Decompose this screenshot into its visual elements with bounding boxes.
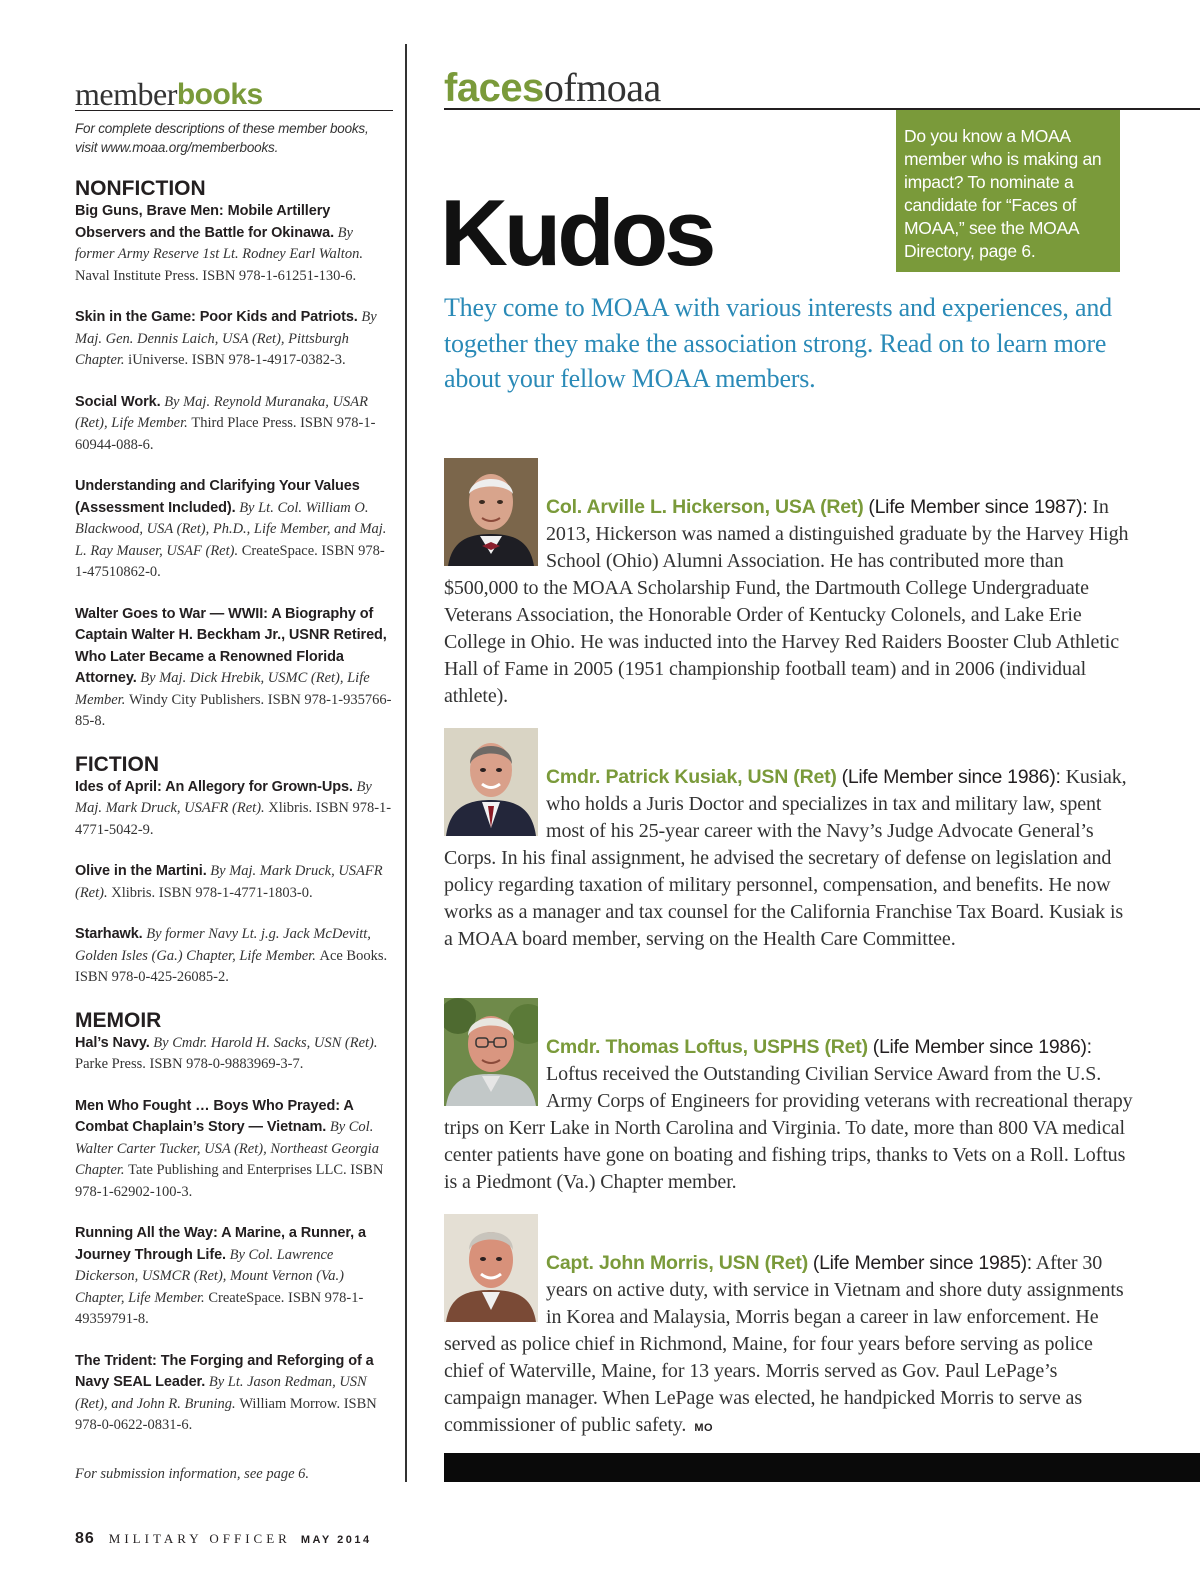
book-title: Social Work. [75,393,161,410]
book-title: Ides of April: An Allegory for Grown-Ups. [75,778,353,795]
profile-text: Loftus received the Outstanding Civilian Service Award from the U.S. Army Corps of Engineers for providing veterans with recreational therapy trips on Kerr Lake in North Carolina and Virginia. To date, more than 800 VA medical center patients have gone on boating and fishing trips, thanks to Vets on a Roll. Loftus is a Piedmont (Va.) Chapter member. [444,1063,1133,1193]
book-title: Starhawk. [75,926,143,942]
book-title: Men Who Fought … Boys Who Prayed: A Combat Chaplain’s Story — Vietnam. [75,1097,354,1135]
page-number: 86 [75,1530,95,1547]
book-entry [75,1351,393,1437]
decorative-bar [444,1453,1200,1482]
book-title: Olive in the Martini. [75,863,207,879]
portrait-photo [444,458,538,566]
book-entry [75,604,393,733]
member-since: (Life Member since 1987): [868,496,1088,518]
submission-note: For submission information, see page 6. [75,1466,310,1482]
book-author: By Maj. Gen. Dennis Laich, USA (Ret), Pittsburgh Chapter. [75,309,377,368]
member-books-heading-bold: books [176,78,263,111]
book-title: Understanding and Clarifying Your Values (Assessment Included). [75,478,360,516]
faces-heading-light: ofmoaa [543,65,661,110]
member-name: Capt. John Morris, USN (Ret) [546,1252,808,1274]
portrait-photo [444,998,538,1106]
profile-text: In 2013, Hickerson was named a distinguished graduate by the Harvey High School (Ohio) Alumni Association. He has contributed more than $500,000 to the MOAA Scholarship Fund, the Dartmouth College Undergraduate Veterans Association, the Honorable Order of Kentucky Colonels, and Lake Erie College in Ohio. He was inducted into the Harvey Red Raiders Booster Club Athletic Hall of Fame in 2005 (1951 championship football team) and in 2006 (individual athlete). [444,496,1129,707]
book-publisher: Naval Institute Press. ISBN 978-1-61251-130-6. [75,267,357,284]
portrait-photo [444,728,538,836]
intro-text: They come to MOAA with various interests and experiences, and together they make the association strong. Read on to learn more about your fellow MOAA members. [444,293,1112,393]
book-author: By Lt. Col. William O. Blackwood, USA (Ret), Ph.D., Life Member, and Maj. L. Ray Mauser, USAF (Ret). [75,499,387,559]
member-books-heading-light: member [75,76,177,112]
category-fiction: FICTION [75,752,159,776]
book-author: By Maj. Mark Druck, USAFR (Ret). [75,863,383,901]
book-entry [75,924,393,989]
book-publisher: CreateSpace. ISBN 978-1-49359791-8. [75,1289,364,1327]
book-title: Hal’s Navy. [75,1034,150,1051]
book-title: Skin in the Game: Poor Kids and Patriots. [75,309,358,325]
book-author: By Maj. Mark Druck, USAFR (Ret). [75,778,372,816]
book-entry [75,201,393,287]
book-publisher: Tate Publishing and Enterprises LLC. ISBN 978-1-62902-100-3. [75,1162,384,1200]
profile-text: After 30 years on active duty, with service in Vietnam and shore duty assignments in Korea and Malaysia, Morris began a career in law enforcement. He served as police chief in Richmond, Maine, for four years before serving as police chief of Waterville, Maine, for 13 years. Morris served as Gov. Paul LePage’s campaign manager. When LePage was elected, he handpicked Morris to serve as commissioner of public safety. [444,1252,1124,1436]
member-books-note: For complete descriptions of these member books, visit www.moaa.org/memberbooks. [75,121,369,155]
member-since: (Life Member since 1985): [812,1252,1032,1274]
profile-loftus [444,998,1134,1196]
book-author: By former Navy Lt. j.g. Jack McDevitt, Golden Isles (Ga.) Chapter, Life Member. [75,926,371,964]
member-since: (Life Member since 1986): [872,1036,1092,1058]
profile-kusiak [444,728,1134,953]
book-publisher: Ace Books. ISBN 978-0-425-26085-2. [75,947,388,985]
book-entry [75,861,393,904]
book-entry [75,1096,393,1204]
issue-date: MAY 2014 [300,1534,372,1546]
book-publisher: Parke Press. ISBN 978-0-9883969-3-7. [75,1056,304,1072]
book-title: The Trident: The Forging and Reforging of a Navy SEAL Leader. [75,1352,374,1390]
member-name: Cmdr. Patrick Kusiak, USN (Ret) [546,766,837,788]
category-memoir: MEMOIR [75,1008,162,1032]
book-entry [75,307,393,372]
profile-hickerson [444,458,1134,710]
nominate-callout: Do you know a MOAA member who is making an impact? To nominate a candidate for “Faces of MOAA,” see the MOAA Directory, page 6. [896,110,1120,272]
book-publisher: William Morrow. ISBN 978-0-0622-0831-6. [75,1395,377,1433]
category-nonfiction: NONFICTION [75,177,206,200]
member-since: (Life Member since 1986): [841,766,1061,788]
page-title: Kudos [440,180,713,285]
book-publisher: iUniverse. ISBN 978-1-4917-0382-3. [128,352,346,368]
book-publisher: CreateSpace. ISBN 978-1-47510862-0. [75,542,385,580]
book-entry [75,1223,393,1331]
book-publisher: Xlibris. ISBN 978-1-4771-5042-9. [75,800,392,838]
book-entry [75,777,393,842]
member-books-column [75,70,393,1437]
book-entry [75,476,393,584]
book-publisher: Xlibris. ISBN 978-1-4771-1803-0. [111,884,313,901]
book-author: By former Army Reserve 1st Lt. Rodney Earl Walton. [75,224,363,262]
book-title: Big Guns, Brave Men: Mobile Artillery Observers and the Battle for Okinawa. [75,203,334,241]
book-publisher: Third Place Press. ISBN 978-1-60944-088-6. [75,415,376,453]
book-author: By Maj. Reynold Muranaka, USAR (Ret), Life Member. [75,393,368,431]
book-entry [75,392,393,457]
book-author: By Cmdr. Harold H. Sacks, USN (Ret). [153,1034,378,1051]
magazine-name: MILITARY OFFICER [108,1531,291,1546]
book-title: Running All the Way: A Marine, a Runner, a Journey Through Life. [75,1225,366,1263]
book-author: By Col. Walter Carter Tucker, USA (Ret), Northeast Georgia Chapter. [75,1119,379,1178]
book-author: By Maj. Dick Hrebik, USMC (Ret), Life Member. [75,670,370,708]
column-divider [405,44,407,1482]
book-author: By Col. Lawrence Dickerson, USMCR (Ret), Mount Vernon (Va.) Chapter, Life Member. [75,1246,344,1306]
book-publisher: Windy City Publishers. ISBN 978-1-935766-85-8. [75,691,392,729]
faces-of-moaa-heading [444,66,1200,110]
end-mark: MO [694,1422,714,1434]
portrait-photo [444,1214,538,1322]
page-footer [75,1530,372,1548]
book-author: By Lt. Jason Redman, USN (Ret), and John R. Bruning. [75,1374,367,1412]
profile-text: Kusiak, who holds a Juris Doctor and specializes in tax and military law, spent most of his 25-year career with the Navy’s Judge Advocate General’s Corps. In his final assignment, he advised the secretary of defense on legislation and policy regarding taxation of military personnel, compensation, and benefits. He now works as a manager and tax counsel for the California Franchise Tax Board. Kusiak is a MOAA board member, serving on the Health Care Committee. [444,766,1127,950]
member-books-heading [75,70,393,111]
member-name: Col. Arville L. Hickerson, USA (Ret) [546,496,864,518]
profile-morris [444,1214,1134,1442]
member-name: Cmdr. Thomas Loftus, USPHS (Ret) [546,1036,868,1058]
book-title: Walter Goes to War — WWII: A Biography of Captain Walter H. Beckham Jr., USNR Retired, Who Later Became a Renowned Florida Attorney. [75,605,387,686]
book-entry [75,1033,393,1076]
faces-heading-bold: faces [444,66,544,110]
